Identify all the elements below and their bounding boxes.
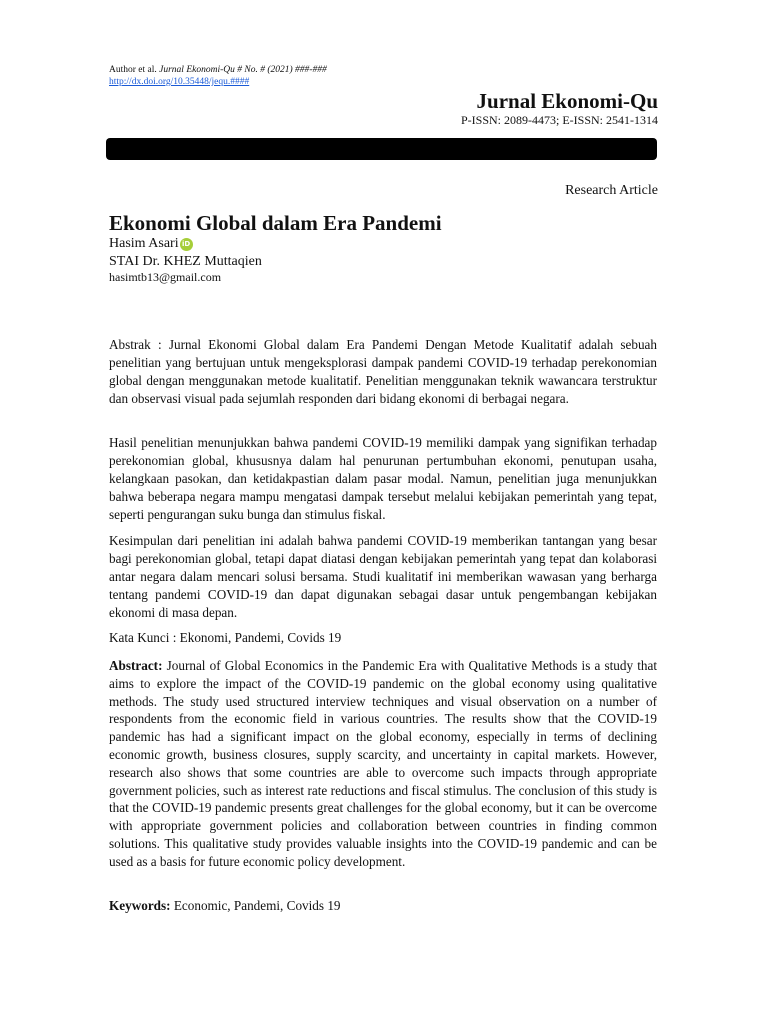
paper-title: Ekonomi Global dalam Era Pandemi	[109, 211, 442, 235]
doi-link[interactable]: http://dx.doi.org/10.35448/jequ.####	[109, 77, 250, 87]
author-email: hasimtb13@gmail.com	[109, 270, 222, 284]
citation-author: Author et al.	[109, 65, 157, 75]
abstract-id-paragraph-1: Abstrak : Jurnal Ekonomi Global dalam Era Pandemi Dengan Metode Kualitatif adalah sebuah penelitian yang bertujuan untuk mengeksplorasi dampak pandemi COVID-19 terhadap perekonomian global dengan menggunakan metode kualitatif. Penelitian menggunakan teknik wawancara terstruktur dan observasi visual pada sejumlah responden dari bidang ekonomi di berbagai negara.	[109, 337, 657, 406]
journal-title: Jurnal Ekonomi-Qu	[476, 89, 658, 113]
header-bar	[106, 138, 657, 160]
abstract-en	[109, 657, 657, 871]
author-line	[109, 235, 193, 253]
keywords-id: Kata Kunci : Ekonomi, Pandemi, Covids 19	[109, 630, 342, 645]
abstract-en-label: Abstract:	[109, 658, 163, 673]
abstract-en-text: Journal of Global Economics in the Pandemic Era with Qualitative Methods is a study that aims to explore the impact of the COVID-19 pandemic on the global economy using qualitative methods. The study used structured interview techniques and visual observation on a number of respondents from the economic field in various countries. The results show that the COVID-19 pandemic has had a significant impact on the global economy, especially in terms of declining economic growth, business closures, supply scarcity, and uncertainty in capital markets. However, research also shows that some countries are able to overcome such impacts through appropriate government policies, such as interest rate reductions and fiscal stimulus. The conclusion of this study is that the COVID-19 pandemic presents great challenges for the global economy, but it can be overcome with appropriate government policies and collaboration between countries in finding common solutions. This qualitative study provides valuable insights into the COVID-19 pandemic and can be used as a basis for future economic policy development.	[109, 658, 658, 869]
orcid-icon[interactable]: iD	[180, 238, 193, 251]
affiliation: STAI Dr. KHEZ Muttaqien	[109, 254, 262, 269]
abstract-id-paragraph-3: Kesimpulan dari penelitian ini adalah bahwa pandemi COVID-19 memberikan tantangan yang besar bagi perekonomian global, tetapi dapat diatasi dengan kebijakan pemerintah yang tepat dan kolaborasi antar negara dalam mencari solusi bersama. Studi kualitatif ini memberikan wawasan yang berharga tentang pandemi COVID-19 dan dapat digunakan sebagai dasar untuk pengembangan kebijakan ekonomi di masa depan.	[109, 533, 657, 620]
keywords-en-label: Keywords:	[109, 898, 171, 913]
article-type: Research Article	[565, 183, 658, 198]
citation-line	[109, 64, 327, 76]
author-name: Hasim Asari	[109, 236, 179, 251]
keywords-en	[109, 897, 657, 915]
issn-line: P-ISSN: 2089-4473; E-ISSN: 2541-1314	[460, 113, 658, 127]
citation-journal: Jurnal Ekonomi-Qu # No. # (2021) ###-###	[159, 65, 327, 75]
abstract-id-paragraph-2: Hasil penelitian menunjukkan bahwa pandemi COVID-19 memiliki dampak yang signifikan terhadap perekonomian global, khususnya dalam hal penurunan pertumbuhan ekonomi, penutupan usaha, kelangkaan pasokan, dan ketidakpastian dalam pasar modal. Namun, penelitian juga menunjukkan bahwa beberapa negara mampu mengatasi dampak tersebut melalui kebijakan pemerintah yang tepat, seperti pengurangan suku bunga dan stimulus fiskal.	[109, 435, 657, 522]
keywords-en-text: Economic, Pandemi, Covids 19	[173, 898, 341, 913]
